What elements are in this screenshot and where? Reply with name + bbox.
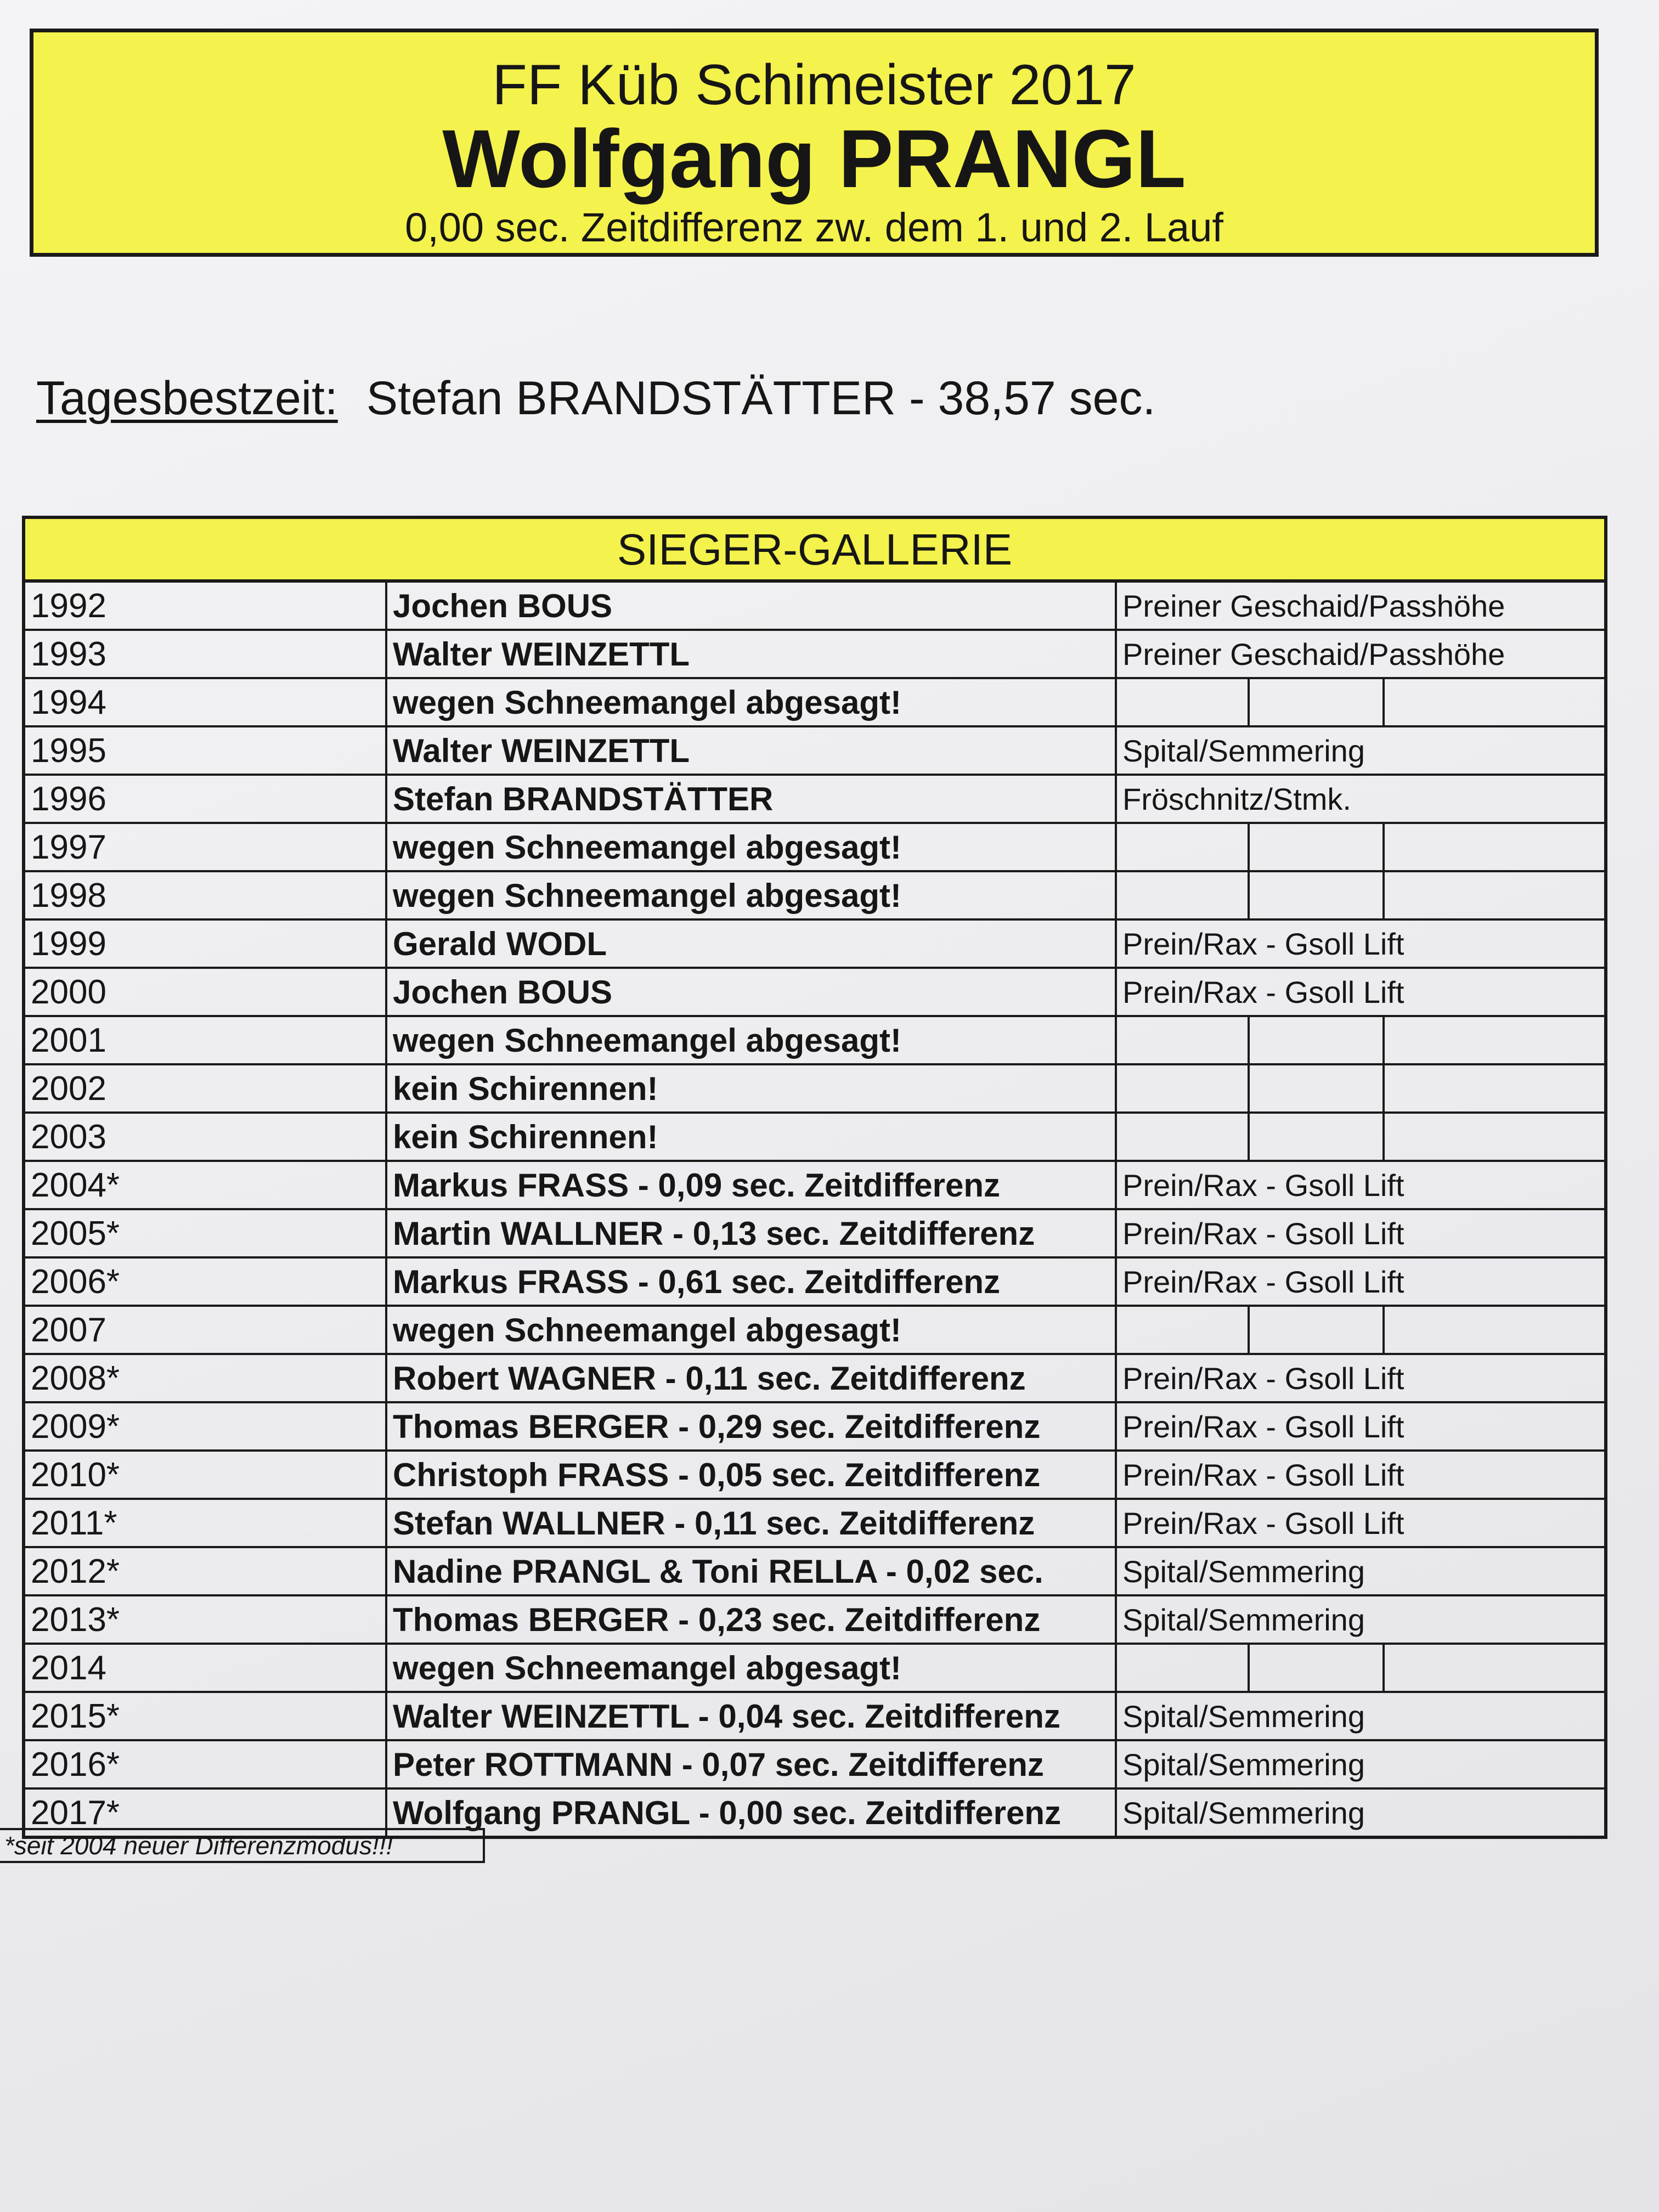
row-location: Preiner Geschaid/Passhöhe: [1116, 583, 1604, 630]
best-time: [36, 371, 1155, 426]
row-location: Prein/Rax - Gsoll Lift: [1116, 1499, 1604, 1547]
table-row: [25, 1354, 1604, 1402]
row-winner: Wolfgang PRANGL - 0,00 sec. Zeitdifferenz: [386, 1788, 1116, 1836]
row-year: 1999: [25, 919, 386, 968]
row-year: 2004*: [25, 1161, 386, 1209]
row-winner: Jochen BOUS: [386, 968, 1116, 1016]
row-winner: Jochen BOUS: [386, 583, 1116, 630]
row-empty-cell: [1249, 871, 1384, 919]
table-row: [25, 678, 1604, 726]
row-year: 1993: [25, 630, 386, 678]
row-empty-cell: [1384, 1064, 1604, 1113]
row-year: 2002: [25, 1064, 386, 1113]
row-winner: wegen Schneemangel abgesagt!: [386, 678, 1116, 726]
row-year: 2014: [25, 1644, 386, 1692]
row-empty-cell: [1249, 1016, 1384, 1064]
row-winner: Martin WALLNER - 0,13 sec. Zeitdifferenz: [386, 1209, 1116, 1257]
row-location: Spital/Semmering: [1116, 726, 1604, 775]
best-time-value: Stefan BRANDSTÄTTER - 38,57 sec.: [366, 372, 1156, 425]
row-year: 2000: [25, 968, 386, 1016]
row-year: 2017*: [25, 1788, 386, 1836]
row-year: 2015*: [25, 1692, 386, 1740]
row-empty-cell: [1116, 678, 1249, 726]
row-location: Spital/Semmering: [1116, 1692, 1604, 1740]
row-location: Prein/Rax - Gsoll Lift: [1116, 1451, 1604, 1499]
gallery-title: SIEGER-GALLERIE: [25, 519, 1604, 583]
row-location: Spital/Semmering: [1116, 1788, 1604, 1836]
row-year: 2013*: [25, 1595, 386, 1644]
table-row: [25, 1740, 1604, 1788]
table-row: [25, 1016, 1604, 1064]
row-location: Prein/Rax - Gsoll Lift: [1116, 1402, 1604, 1451]
row-winner: Walter WEINZETTL - 0,04 sec. Zeitdifferenz: [386, 1692, 1116, 1740]
row-location: Spital/Semmering: [1116, 1595, 1604, 1644]
row-empty-cell: [1384, 823, 1604, 871]
row-empty-cell: [1384, 871, 1604, 919]
row-year: 2010*: [25, 1451, 386, 1499]
row-year: 1997: [25, 823, 386, 871]
row-winner: Markus FRASS - 0,09 sec. Zeitdifferenz: [386, 1161, 1116, 1209]
table-row: [25, 968, 1604, 1016]
row-year: 1995: [25, 726, 386, 775]
row-winner: wegen Schneemangel abgesagt!: [386, 823, 1116, 871]
header-subtitle: 0,00 sec. Zeitdifferenz zw. dem 1. und 2. Lauf: [405, 205, 1223, 250]
table-row: [25, 1595, 1604, 1644]
row-empty-cell: [1116, 871, 1249, 919]
row-location: Spital/Semmering: [1116, 1547, 1604, 1595]
table-row: [25, 726, 1604, 775]
row-empty-cell: [1384, 1306, 1604, 1354]
table-row: [25, 1644, 1604, 1692]
row-location: Prein/Rax - Gsoll Lift: [1116, 1257, 1604, 1306]
header-box: [30, 29, 1599, 257]
row-empty-cell: [1116, 823, 1249, 871]
table-row: [25, 1306, 1604, 1354]
row-winner: Nadine PRANGL & Toni RELLA - 0,02 sec.: [386, 1547, 1116, 1595]
best-time-label: Tagesbestzeit:: [36, 372, 338, 425]
row-location: Prein/Rax - Gsoll Lift: [1116, 1161, 1604, 1209]
table-row: [25, 919, 1604, 968]
table-row: [25, 1113, 1604, 1161]
row-year: 2006*: [25, 1257, 386, 1306]
row-location: Fröschnitz/Stmk.: [1116, 775, 1604, 823]
table-row: [25, 1257, 1604, 1306]
row-year: 2008*: [25, 1354, 386, 1402]
row-year: 2012*: [25, 1547, 386, 1595]
table-row: [25, 1209, 1604, 1257]
table-row: [25, 1692, 1604, 1740]
row-empty-cell: [1116, 1064, 1249, 1113]
table-row: [25, 1499, 1604, 1547]
row-winner: wegen Schneemangel abgesagt!: [386, 1644, 1116, 1692]
row-location: Prein/Rax - Gsoll Lift: [1116, 968, 1604, 1016]
row-year: 2007: [25, 1306, 386, 1354]
row-winner: Markus FRASS - 0,61 sec. Zeitdifferenz: [386, 1257, 1116, 1306]
row-empty-cell: [1249, 1113, 1384, 1161]
row-winner: wegen Schneemangel abgesagt!: [386, 1306, 1116, 1354]
row-year: 1994: [25, 678, 386, 726]
header-champion-name: Wolfgang PRANGL: [442, 112, 1186, 205]
row-winner: Robert WAGNER - 0,11 sec. Zeitdifferenz: [386, 1354, 1116, 1402]
table-row: [25, 630, 1604, 678]
row-winner: Thomas BERGER - 0,23 sec. Zeitdifferenz: [386, 1595, 1116, 1644]
row-empty-cell: [1384, 1016, 1604, 1064]
table-row: [25, 871, 1604, 919]
row-winner: wegen Schneemangel abgesagt!: [386, 1016, 1116, 1064]
row-winner: Gerald WODL: [386, 919, 1116, 968]
table-row: [25, 1064, 1604, 1113]
row-empty-cell: [1116, 1306, 1249, 1354]
row-winner: Stefan BRANDSTÄTTER: [386, 775, 1116, 823]
row-year: 2009*: [25, 1402, 386, 1451]
row-winner: Walter WEINZETTL: [386, 630, 1116, 678]
row-year: 2005*: [25, 1209, 386, 1257]
row-empty-cell: [1384, 678, 1604, 726]
row-location: Prein/Rax - Gsoll Lift: [1116, 919, 1604, 968]
row-winner: Peter ROTTMANN - 0,07 sec. Zeitdifferenz: [386, 1740, 1116, 1788]
row-empty-cell: [1249, 1306, 1384, 1354]
row-year: 1996: [25, 775, 386, 823]
row-year: 2001: [25, 1016, 386, 1064]
row-winner: Stefan WALLNER - 0,11 sec. Zeitdifferenz: [386, 1499, 1116, 1547]
table-row: [25, 1547, 1604, 1595]
table-row: [25, 1161, 1604, 1209]
row-empty-cell: [1249, 823, 1384, 871]
header-title: FF Küb Schimeister 2017: [492, 53, 1136, 117]
row-empty-cell: [1249, 1064, 1384, 1113]
table-row: [25, 823, 1604, 871]
footnote: *seit 2004 neuer Differenzmodus!!!: [0, 1828, 485, 1863]
table-row: [25, 775, 1604, 823]
row-empty-cell: [1116, 1644, 1249, 1692]
gallery-table: [25, 583, 1604, 1836]
row-empty-cell: [1116, 1016, 1249, 1064]
row-year: 2016*: [25, 1740, 386, 1788]
row-location: Spital/Semmering: [1116, 1740, 1604, 1788]
row-winner: kein Schirennen!: [386, 1064, 1116, 1113]
row-year: 1998: [25, 871, 386, 919]
row-winner: Christoph FRASS - 0,05 sec. Zeitdifferenz: [386, 1451, 1116, 1499]
row-location: Prein/Rax - Gsoll Lift: [1116, 1209, 1604, 1257]
gallery-body: [25, 583, 1604, 1836]
row-winner: Walter WEINZETTL: [386, 726, 1116, 775]
row-year: 2003: [25, 1113, 386, 1161]
table-row: [25, 1451, 1604, 1499]
row-year: 1992: [25, 583, 386, 630]
row-empty-cell: [1384, 1113, 1604, 1161]
row-location: Preiner Geschaid/Passhöhe: [1116, 630, 1604, 678]
row-empty-cell: [1249, 1644, 1384, 1692]
table-row: [25, 1402, 1604, 1451]
row-winner: wegen Schneemangel abgesagt!: [386, 871, 1116, 919]
row-empty-cell: [1384, 1644, 1604, 1692]
row-year: 2011*: [25, 1499, 386, 1547]
table-row: [25, 583, 1604, 630]
row-empty-cell: [1116, 1113, 1249, 1161]
row-empty-cell: [1249, 678, 1384, 726]
row-winner: Thomas BERGER - 0,29 sec. Zeitdifferenz: [386, 1402, 1116, 1451]
row-location: Prein/Rax - Gsoll Lift: [1116, 1354, 1604, 1402]
winner-gallery: [22, 516, 1607, 1839]
row-winner: kein Schirennen!: [386, 1113, 1116, 1161]
